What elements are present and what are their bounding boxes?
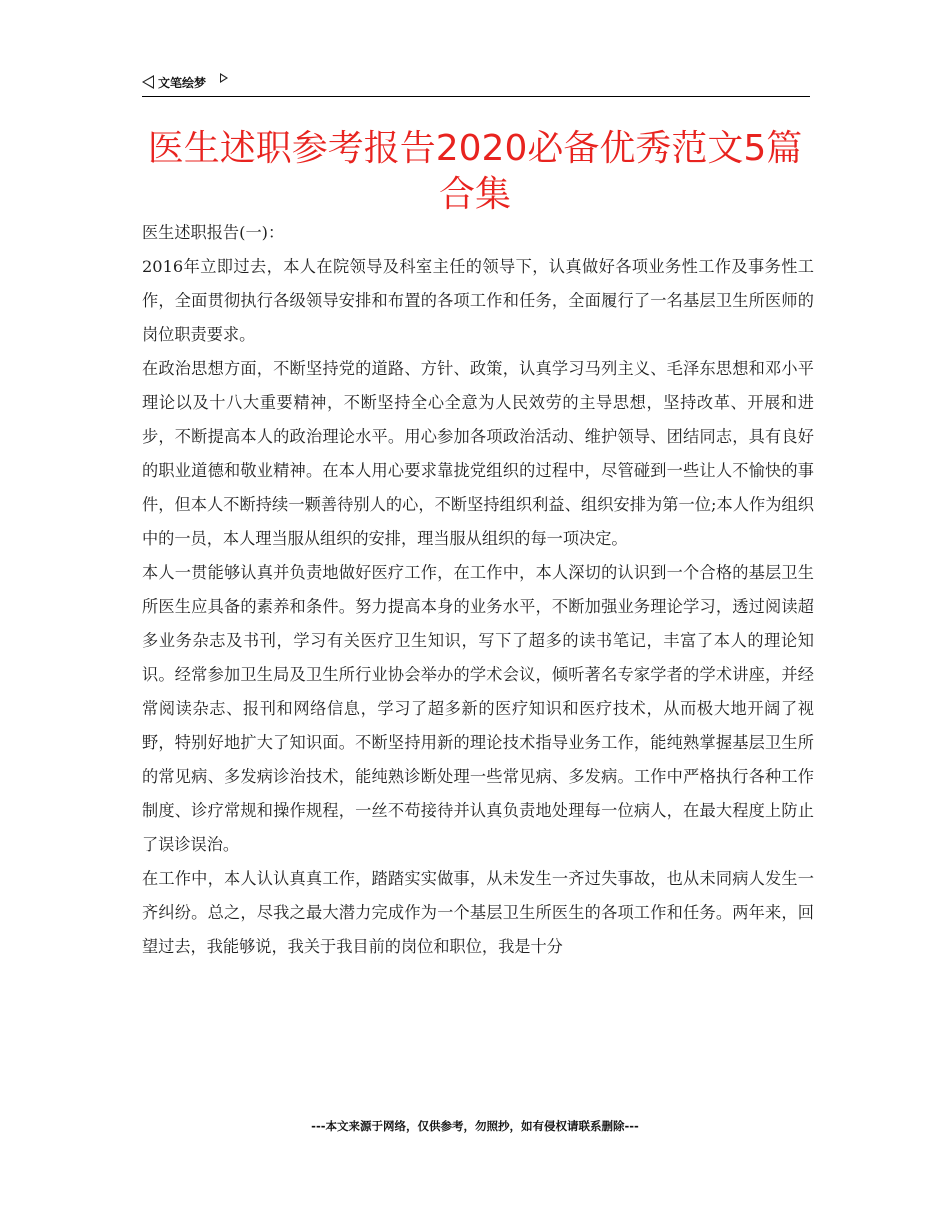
paragraph: 在工作中，本人认认真真工作，踏踏实实做事，从未发生一齐过失事故，也从未同病人发生一齐纠纷。总之，尽我之最大潜力完成作为一个基层卫生所医生的各项工作和任务。两年来，回望过去，我能够说，我关于我目前的岗位和职位，我是十分 [142, 869, 814, 956]
header-brand-group [142, 72, 228, 92]
footer-notice: ---本文来源于网络，仅供参考，勿照抄，如有侵权请联系删除--- [311, 1119, 639, 1133]
header-brand: 文笔绘梦 [158, 75, 207, 90]
paragraph: 2016年立即过去，本人在院领导及科室主任的领导下，认真做好各项业务性工作及事务性工作，全面贯彻执行各级领导安排和布置的各项工作和任务，全面履行了一名基层卫生所医师的岗位职责要求。 [142, 257, 814, 344]
triangle-right-icon [220, 73, 228, 83]
page-header [142, 72, 810, 97]
document-title: 医生述职参考报告2020必备优秀范文5篇合集 [147, 128, 803, 215]
document-body [142, 216, 814, 964]
paragraph: 在政治思想方面，不断坚持党的道路、方针、政策，认真学习马列主义、毛泽东思想和邓小平理论以及十八大重要精神，不断坚持全心全意为人民效劳的主导思想，坚持改革、开展和进步，不断提高本人的政治理论水平。用心参加各项政治活动、维护领导、团结同志，具有良好的职业道德和敬业精神。在本人用心要求靠拢党组织的过程中，尽管碰到一些让人不愉快的事件，但本人不断持续一颗善待别人的心，不断坚持组织利益、组织安排为第一位;本人作为组织中的一员，本人理当服从组织的安排，理当服从组织的每一项决定。 [142, 359, 814, 548]
paragraph: 本人一贯能够认真并负责地做好医疗工作，在工作中，本人深切的认识到一个合格的基层卫生所医生应具备的素养和条件。努力提高本身的业务水平，不断加强业务理论学习，透过阅读超多业务杂志及书刊，学习有关医疗卫生知识，写下了超多的读书笔记，丰富了本人的理论知识。经常参加卫生局及卫生所行业协会举办的学术会议，倾听著名专家学者的学术讲座，并经常阅读杂志、报刊和网络信息，学习了超多新的医疗知识和医疗技术，从而极大地开阔了视野，特别好地扩大了知识面。不断坚持用新的理论技术指导业务工作，能纯熟掌握基层卫生所的常见病、多发病诊治技术，能纯熟诊断处理一些常见病、多发病。工作中严格执行各种工作制度、诊疗常规和操作规程，一丝不苟接待并认真负责地处理每一位病人，在最大程度上防止了误诊误治。 [142, 563, 814, 854]
triangle-left-icon [142, 75, 154, 89]
section-heading: 医生述职报告(一)： [142, 223, 285, 242]
